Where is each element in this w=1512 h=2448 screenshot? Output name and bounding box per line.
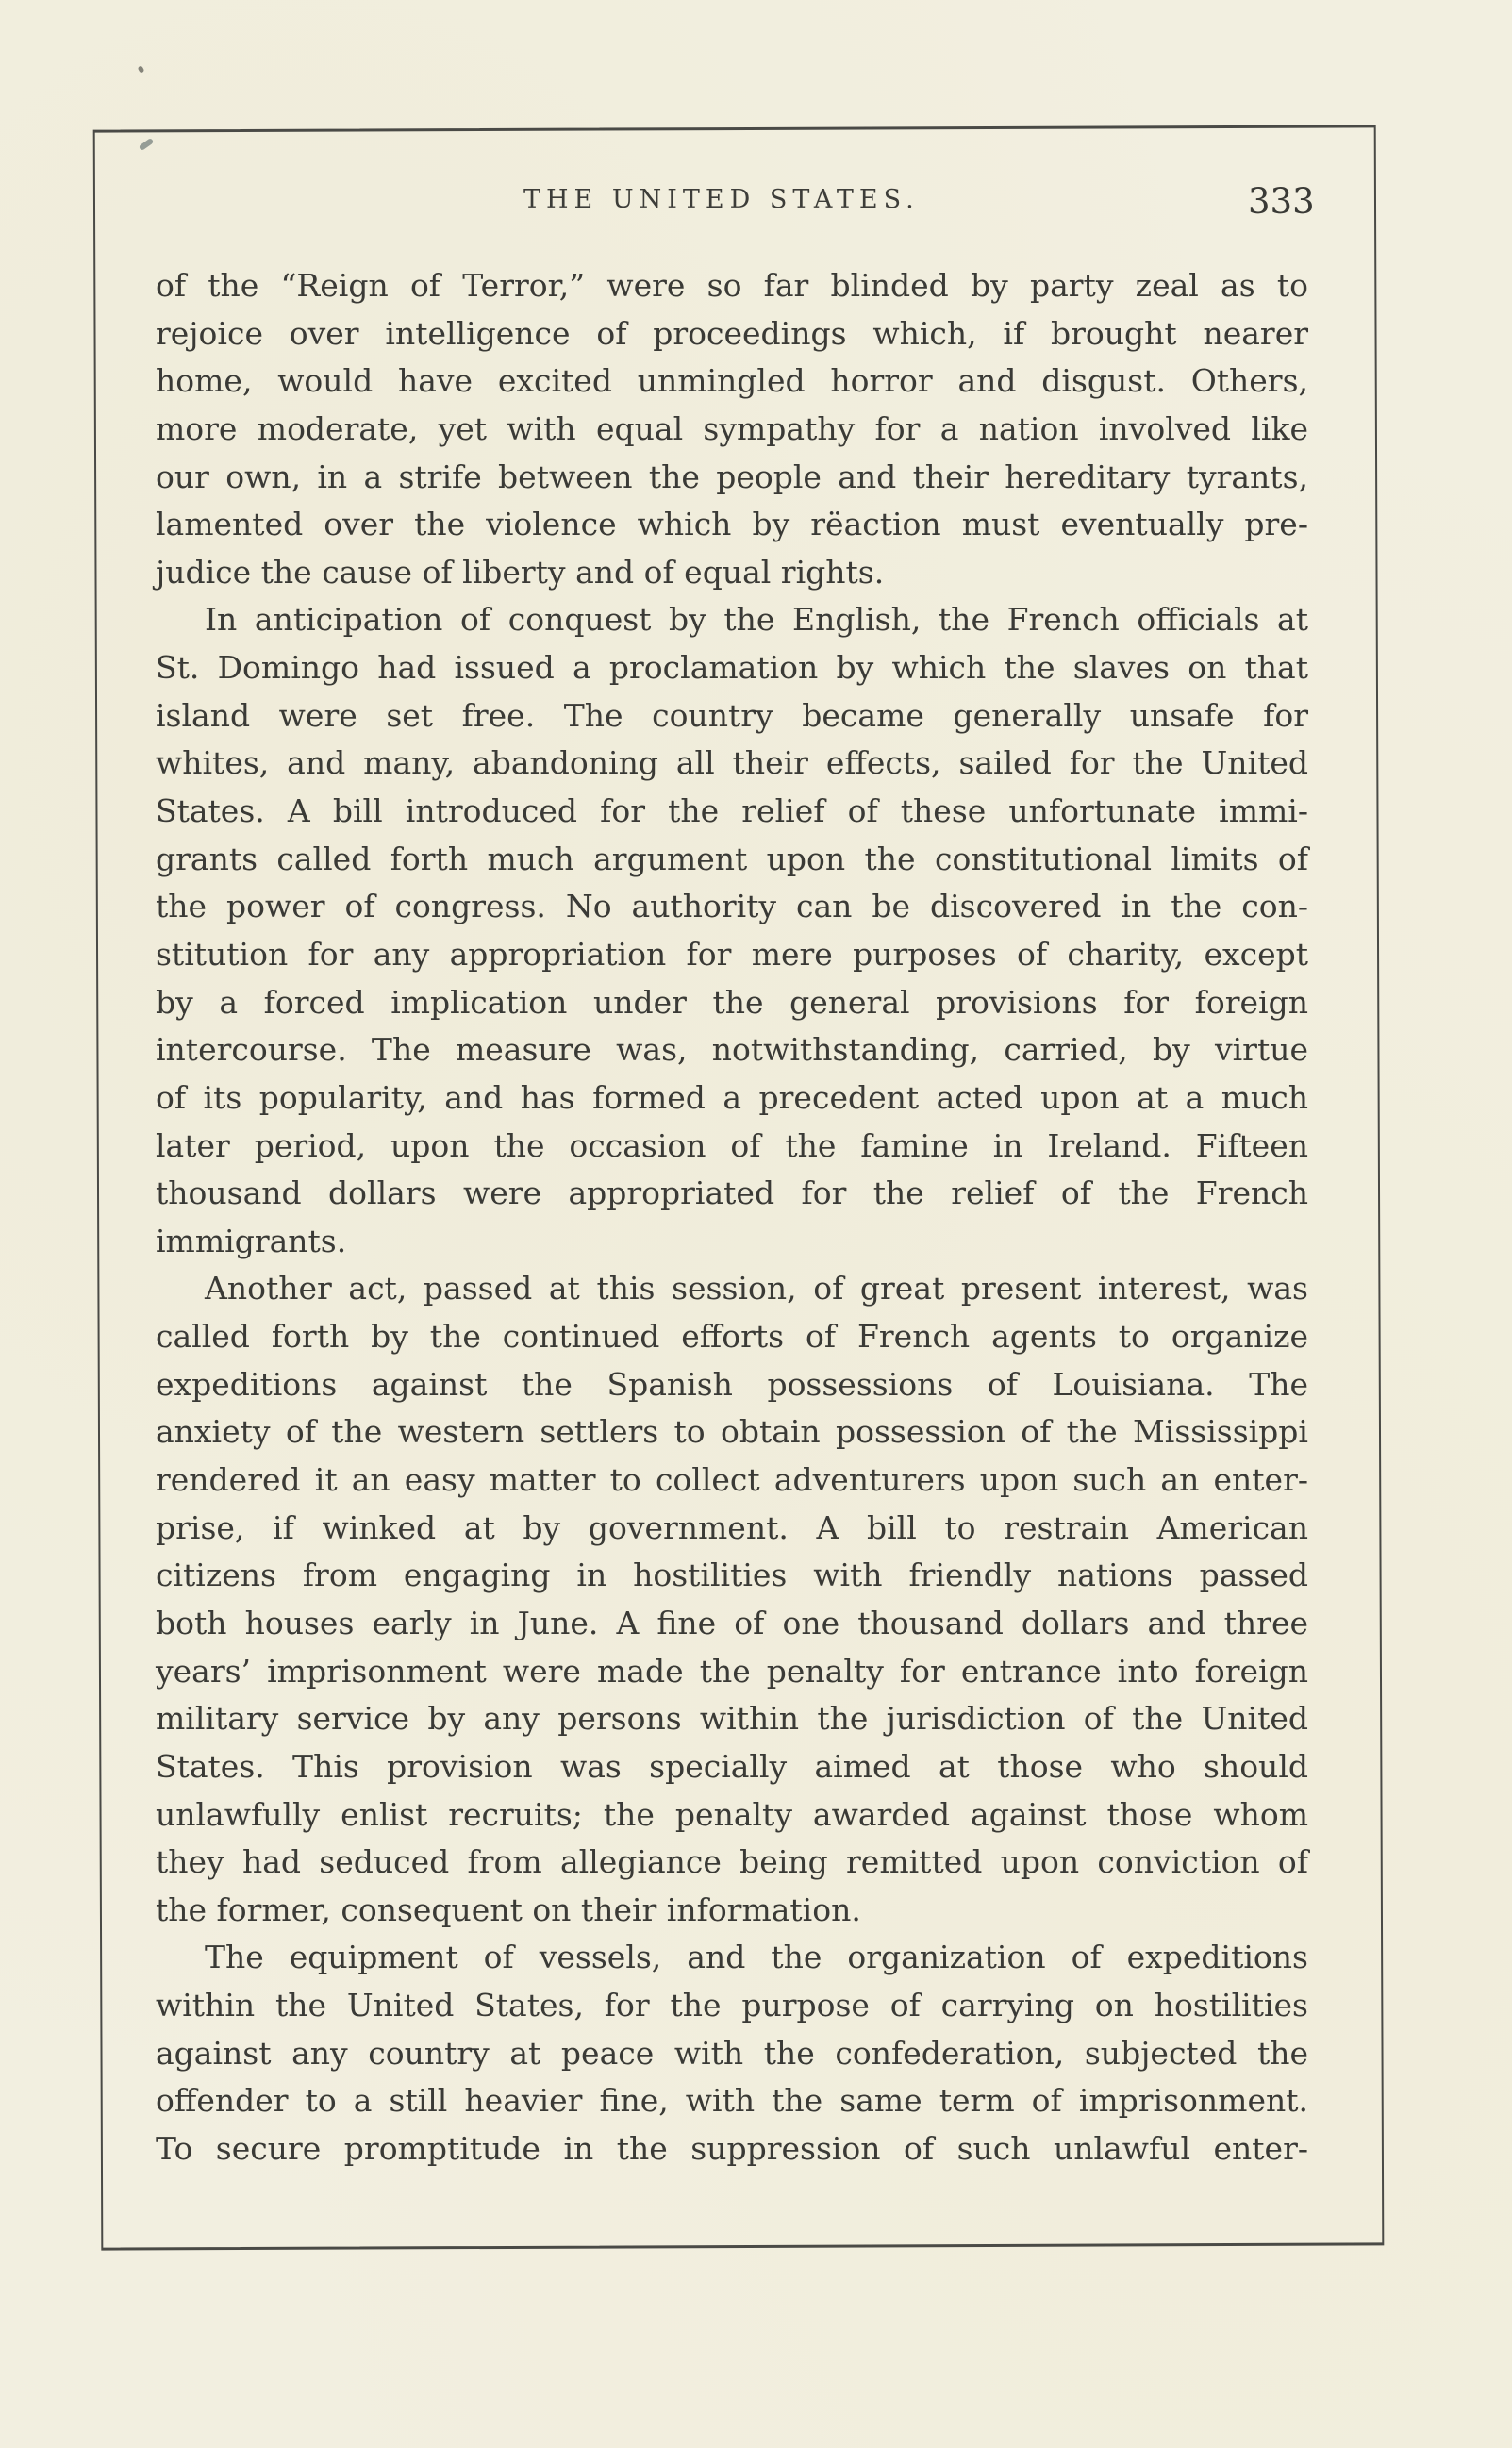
text-line: unlawfully enlist recruits; the penalty awarded against those whom (156, 1795, 1308, 1833)
text-line: called forth by the continued efforts of French agents to organize (156, 1318, 1309, 1356)
text-line: of the “Reign of Terror,” were so far blinded by party zeal as to (156, 267, 1308, 304)
text-line: they had seduced from allegiance being remitted upon conviction of (156, 1843, 1308, 1881)
paragraph-first-line: Another act, passed at this session, of great present interest, was (205, 1270, 1308, 1307)
text-line: St. Domingo had issued a proclamation by which the slaves on that (156, 649, 1308, 687)
paragraph-first-line: In anticipation of conquest by the English, the French officials at (205, 601, 1308, 639)
text-line: of its popularity, and has formed a precedent acted upon at a much (156, 1078, 1309, 1116)
text-line: whites, and many, abandoning all their effects, sailed for the United (156, 744, 1308, 782)
text-line: anxiety of the western settlers to obtain possession of the Mississippi (156, 1413, 1308, 1451)
text-line: intercourse. The measure was, notwithstanding, carried, by virtue (156, 1031, 1308, 1069)
text-line: States. This provision was specially aimed at those who should (156, 1747, 1308, 1785)
text-line: later period, upon the occasion of the famine in Ireland. Fifteen (156, 1126, 1308, 1164)
text-line: both houses early in June. A fine of one thousand dollars and three (156, 1604, 1308, 1641)
text-line: by a forced implication under the general provisions for foreign (156, 983, 1308, 1021)
paragraph-first-line: The equipment of vessels, and the organization of expeditions (205, 1939, 1308, 1976)
text-line: military service by any persons within the jurisdiction of the United (156, 1700, 1308, 1738)
text-line: lamented over the violence which by rëaction must eventually pre- (156, 506, 1308, 543)
text-line: stitution for any appropriation for mere purposes of charity, except (156, 935, 1308, 973)
body-text (156, 262, 1308, 2173)
text-line: against any country at peace with the confederation, subjected the (156, 2034, 1308, 2072)
text-line: the power of congress. No authority can be discovered in the con- (156, 888, 1308, 925)
page-number: 333 (1248, 181, 1315, 222)
ink-tick-mark (138, 65, 145, 74)
text-line: immigrants. (156, 1222, 347, 1259)
text-line: the former, consequent on their information. (156, 1890, 861, 1928)
text-line: island were set free. The country became generally unsafe for (156, 696, 1308, 734)
text-line: thousand dollars were appropriated for the relief of the French (156, 1174, 1309, 1212)
text-line: judice the cause of liberty and of equal rights. (156, 553, 885, 591)
text-line: years’ imprisonment were made the penalty for entrance into foreign (156, 1652, 1308, 1690)
text-line: prise, if winked at by government. A bill to restrain American (156, 1508, 1308, 1546)
text-line: States. A bill introduced for the relief of these unfortunate immi- (156, 792, 1308, 830)
text-line: rendered it an easy matter to collect adventurers upon such an enter- (156, 1461, 1308, 1499)
text-line: home, would have excited unmingled horror and disgust. Others, (156, 362, 1308, 400)
text-line: expeditions against the Spanish possessions of Louisiana. The (156, 1365, 1308, 1403)
text-line: more moderate, yet with equal sympathy for a nation involved like (156, 409, 1308, 447)
text-line: within the United States, for the purpose of carrying on hostilities (156, 1987, 1308, 2024)
text-line: rejoice over intelligence of proceedings which, if brought nearer (156, 314, 1308, 352)
text-line: grants called forth much argument upon the constitutional limits of (156, 840, 1308, 877)
text-line: To secure promptitude in the suppression of such unlawful enter- (156, 2129, 1308, 2167)
text-line: citizens from engaging in hostilities with friendly nations passed (156, 1557, 1308, 1594)
running-head: THE UNITED STATES. (523, 185, 920, 214)
text-line: offender to a still heavier fine, with the same term of imprisonment. (156, 2082, 1308, 2120)
text-line: our own, in a strife between the people and their hereditary tyrants, (156, 458, 1308, 495)
